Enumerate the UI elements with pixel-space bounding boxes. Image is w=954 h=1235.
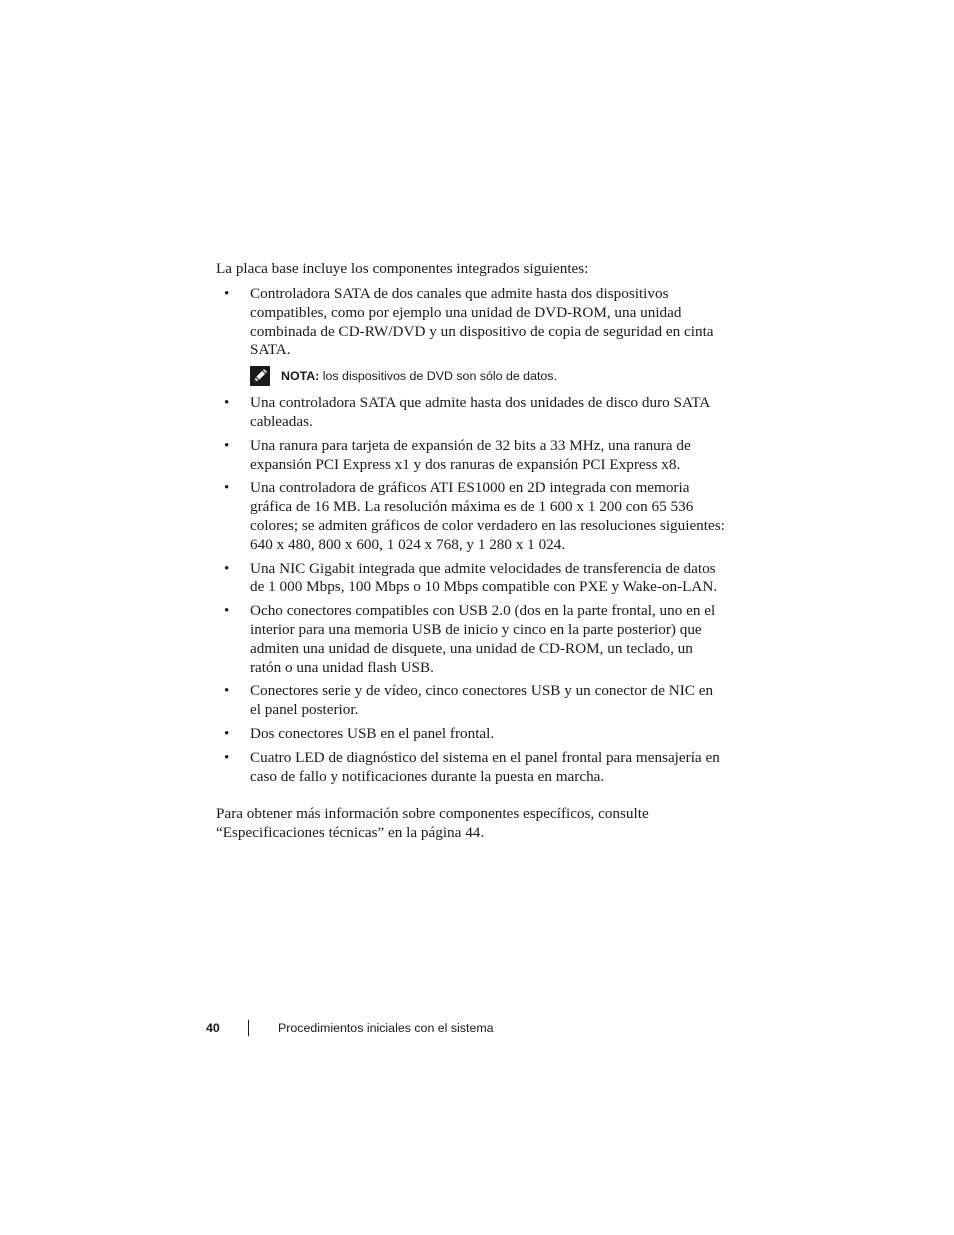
note-callout bbox=[216, 365, 726, 387]
note-text: los dispositivos de DVD son sólo de datos. bbox=[322, 369, 557, 384]
footer-divider bbox=[248, 1020, 249, 1036]
list-item-text: Ocho conectores compatibles con USB 2.0 (dos en la parte frontal, uno en el interior para una memoria USB de inicio y cinco en la parte posterior) que admiten una unidad de disquete, una unidad de CD-ROM, un teclado, un ratón o una unidad flash USB. bbox=[250, 602, 716, 676]
list-item bbox=[216, 560, 726, 598]
bullet-icon: • bbox=[224, 394, 230, 412]
list-item bbox=[216, 602, 726, 677]
bullet-icon: • bbox=[224, 285, 230, 302]
pencil-note-icon bbox=[250, 366, 270, 386]
list-item-text: Una controladora de gráficos ATI ES1000 en 2D integrada con memoria gráfica de 16 MB. La resolución máxima es de 1 600 x 1 200 con 65 536 colores; se admiten gráficos de color verdadero en las resoluciones siguientes: 640 x 480, 800 x 600, 1 024 x 768, y 1 280 x 1 024. bbox=[250, 479, 725, 553]
outro-paragraph: Para obtener más información sobre componentes específicos, consulte “Especificaciones técnicas” en la página 44. bbox=[216, 805, 649, 841]
list-item bbox=[216, 437, 726, 475]
list-item bbox=[216, 749, 726, 787]
list-item bbox=[216, 725, 726, 744]
bullet-icon: • bbox=[224, 748, 230, 766]
intro-paragraph: La placa base incluye los componentes integrados siguientes: bbox=[216, 260, 589, 277]
list-item-text: Cuatro LED de diagnóstico del sistema en el panel frontal para mensajería en caso de fallo y notificaciones durante la puesta en marcha. bbox=[250, 748, 720, 785]
list-item-text: Conectores serie y de vídeo, cinco conectores USB y un conector de NIC en el panel posterior. bbox=[250, 682, 714, 719]
list-item-text: Una ranura para tarjeta de expansión de 32 bits a 33 MHz, una ranura de expansión PCI Express x1 y dos ranuras de expansión PCI Express x8. bbox=[250, 436, 691, 473]
list-item bbox=[216, 394, 726, 432]
bullet-icon: • bbox=[224, 559, 230, 577]
list-item-text: Dos conectores USB en el panel frontal. bbox=[250, 724, 495, 742]
bullet-icon: • bbox=[224, 479, 230, 497]
list-item bbox=[216, 285, 726, 360]
list-item-text: Una controladora SATA que admite hasta dos unidades de disco duro SATA cableadas. bbox=[250, 394, 710, 430]
bullet-icon: • bbox=[224, 436, 230, 454]
footer-section-title: Procedimientos iniciales con el sistema bbox=[278, 1021, 494, 1035]
list-item-text: Controladora SATA de dos canales que admite hasta dos dispositivos compatibles, como por ejemplo una unidad de DVD-ROM, una unidad combinada de CD-RW/DVD y un dispositivo de copia de seguridad en cinta SATA. bbox=[250, 285, 714, 359]
component-list bbox=[216, 285, 726, 791]
bullet-icon: • bbox=[224, 682, 230, 700]
bullet-icon: • bbox=[224, 602, 230, 620]
note-label: NOTA: bbox=[281, 369, 320, 384]
page-number: 40 bbox=[206, 1021, 220, 1035]
list-item-text: Una NIC Gigabit integrada que admite velocidades de transferencia de datos de 1 000 Mbps, 100 Mbps o 10 Mbps compatible con PXE y Wake-on-LAN. bbox=[250, 559, 718, 596]
bullet-icon: • bbox=[224, 724, 230, 742]
list-item bbox=[216, 682, 726, 720]
list-item bbox=[216, 479, 726, 554]
